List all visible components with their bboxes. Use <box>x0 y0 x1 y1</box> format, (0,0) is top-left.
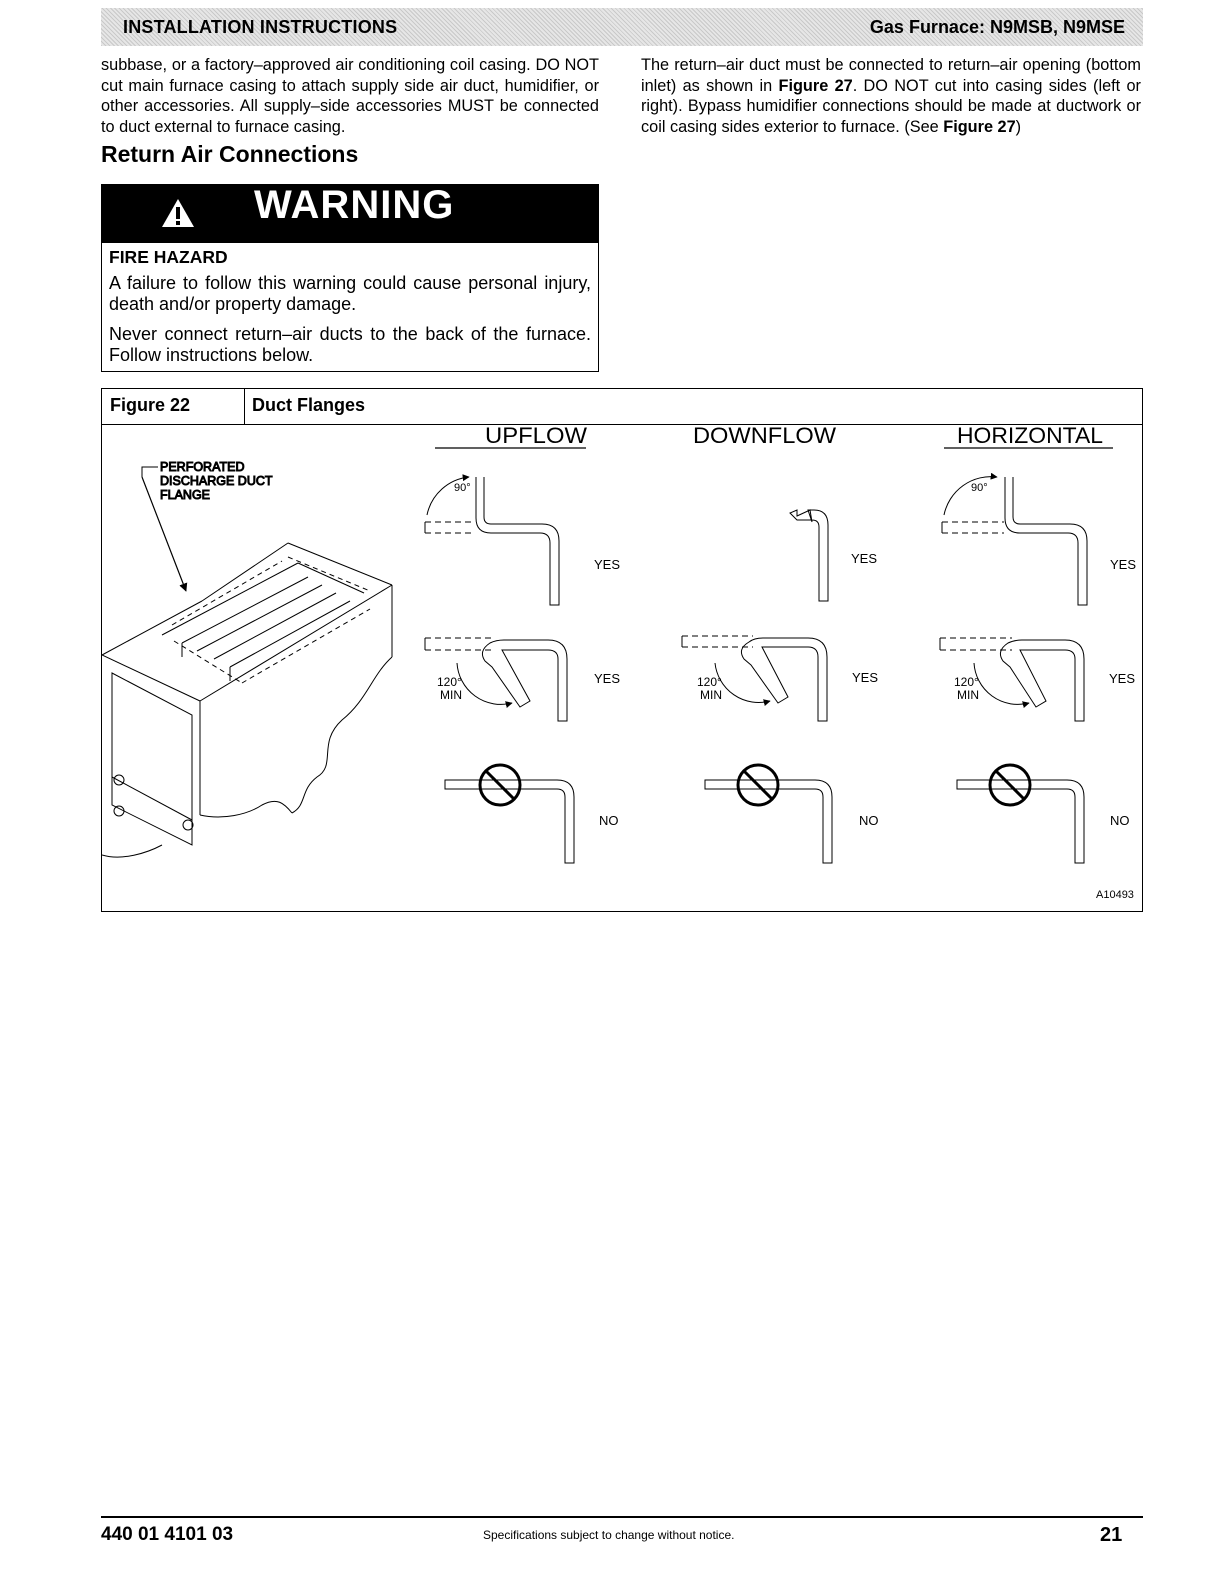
warning-title: FIRE HAZARD <box>109 247 228 267</box>
angle-90-label: 90° <box>454 482 471 494</box>
callout-line-1: PERFORATED <box>160 460 245 474</box>
figure-title: Duct Flanges <box>252 395 366 415</box>
yes-label: YES <box>851 551 878 566</box>
yes-label: YES <box>594 557 621 572</box>
warning-box <box>101 184 599 372</box>
figure-caption-row <box>102 389 1142 425</box>
header-model: Gas Furnace: N9MSB, N9MSE <box>869 17 1125 37</box>
downflow-no <box>705 765 832 863</box>
right-paragraph: The return–air duct must be connected to return–air opening (bottom inlet) as shown in Figure 27. DO NOT cut into casing sides (left or right). Bypass humidifier connections should be made at ductwork or coil casing sides exterior to furnace. (See Figure 27) <box>641 56 1141 136</box>
upflow-yes-90 <box>425 477 559 605</box>
figure-code: A10493 <box>1096 889 1134 901</box>
duct-flange-diagram <box>102 425 1141 911</box>
prohibited-icon <box>990 765 1030 805</box>
warning-triangle-icon <box>160 197 196 229</box>
downflow-yes-90 <box>790 510 828 601</box>
footer-doc-number: 440 01 4101 03 <box>101 1524 234 1545</box>
horizontal-no <box>957 765 1084 863</box>
angle-120-label: 120° <box>954 675 979 689</box>
warning-text-2: Never connect return–air ducts to the back of the furnace. Follow instructions below. <box>109 324 591 365</box>
yes-label: YES <box>1109 671 1136 686</box>
callout-line-2: DISCHARGE DUCT <box>160 474 273 488</box>
column-downflow: DOWNFLOW <box>693 425 837 448</box>
min-label: MIN <box>440 688 462 702</box>
prohibited-icon <box>480 765 520 805</box>
warning-signal-word: WARNING <box>254 183 455 227</box>
min-label: MIN <box>700 688 722 702</box>
prohibited-icon <box>738 765 778 805</box>
angle-120-label: 120° <box>437 675 462 689</box>
warning-text-1: A failure to follow this warning could cause personal injury, death and/or property damage. <box>109 273 591 314</box>
footer-notice: Specifications subject to change without notice. <box>483 1528 735 1542</box>
figure-box <box>101 388 1143 912</box>
header-bar <box>101 8 1143 46</box>
angle-120-label: 120° <box>697 675 722 689</box>
no-label: NO <box>859 813 879 828</box>
section-heading-return-air: Return Air Connections <box>101 141 359 167</box>
furnace-illustration <box>102 460 392 857</box>
caption-divider <box>244 389 245 424</box>
angle-90-label: 90° <box>971 482 988 494</box>
column-upflow: UPFLOW <box>485 425 588 448</box>
figure-number: Figure 22 <box>110 395 191 415</box>
no-label: NO <box>599 813 619 828</box>
yes-label: YES <box>1110 557 1137 572</box>
upflow-no <box>445 765 574 863</box>
warning-header <box>102 185 598 243</box>
no-label: NO <box>1110 813 1130 828</box>
header-title: INSTALLATION INSTRUCTIONS <box>123 17 398 37</box>
min-label: MIN <box>957 688 979 702</box>
yes-label: YES <box>852 670 879 685</box>
footer-rule <box>101 1516 1143 1518</box>
figure-reference: Figure 27 <box>778 76 853 95</box>
horizontal-yes-90 <box>942 477 1087 605</box>
left-intro-paragraph: subbase, or a factory–approved air conditioning coil casing. DO NOT cut main furnace casing to attach supply side air duct, humidifier, or other accessories. All supply–side accessories MUST be connected to duct external to furnace casing. <box>101 56 599 136</box>
column-horizontal: HORIZONTAL <box>957 425 1103 448</box>
page-number: 21 <box>1100 1524 1123 1546</box>
yes-label: YES <box>594 671 621 686</box>
figure-reference: Figure 27 <box>943 117 1016 136</box>
callout-line-3: FLANGE <box>160 488 211 502</box>
